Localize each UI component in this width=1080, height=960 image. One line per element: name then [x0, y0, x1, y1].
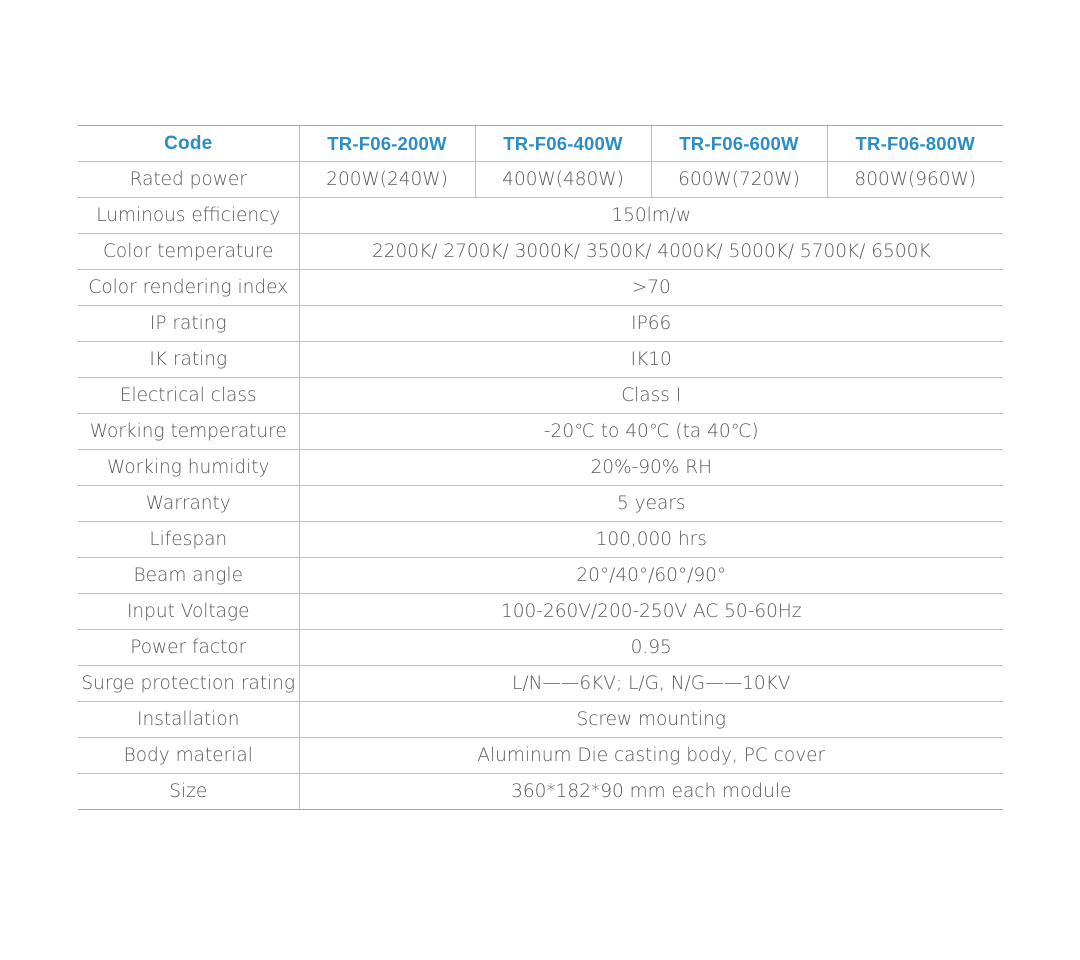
rated-power-row: [78, 162, 1003, 198]
model-header: TR-F06-400W: [475, 126, 651, 162]
model-header: TR-F06-600W: [651, 126, 827, 162]
spec-value: 20%-90% RH: [299, 450, 1003, 486]
spec-value: IK10: [299, 342, 1003, 378]
model-header: TR-F06-800W: [827, 126, 1003, 162]
spec-row: [78, 666, 1003, 702]
spec-value: >70: [299, 270, 1003, 306]
rated-power-value: 400W(480W): [475, 162, 651, 198]
spec-value: 100-260V/200-250V AC 50-60Hz: [299, 594, 1003, 630]
spec-label: IP rating: [78, 306, 299, 342]
spec-label: Surge protection rating: [78, 666, 299, 702]
spec-row: [78, 342, 1003, 378]
spec-row: [78, 774, 1003, 810]
spec-value: 100,000 hrs: [299, 522, 1003, 558]
code-header: Code: [78, 126, 299, 162]
spec-row: [78, 486, 1003, 522]
spec-value: 2200K/ 2700K/ 3000K/ 3500K/ 4000K/ 5000K/ 5700K/ 6500K: [299, 234, 1003, 270]
spec-label: Input Voltage: [78, 594, 299, 630]
spec-row: [78, 558, 1003, 594]
spec-value: Screw mounting: [299, 702, 1003, 738]
spec-row: [78, 450, 1003, 486]
spec-label: Rated power: [78, 162, 299, 198]
spec-value: 0.95: [299, 630, 1003, 666]
spec-row: [78, 594, 1003, 630]
spec-label: Beam angle: [78, 558, 299, 594]
spec-label: Lifespan: [78, 522, 299, 558]
spec-label: Power factor: [78, 630, 299, 666]
spec-table-body: [78, 126, 1003, 810]
spec-label: Working temperature: [78, 414, 299, 450]
rated-power-value: 800W(960W): [827, 162, 1003, 198]
rated-power-value: 600W(720W): [651, 162, 827, 198]
spec-label: Color temperature: [78, 234, 299, 270]
spec-label: Electrical class: [78, 378, 299, 414]
spec-value: 20°/40°/60°/90°: [299, 558, 1003, 594]
spec-value: -20℃ to 40℃ (ta 40℃): [299, 414, 1003, 450]
spec-row: [78, 378, 1003, 414]
spec-label: Installation: [78, 702, 299, 738]
spec-value: L/N——6KV; L/G, N/G——10KV: [299, 666, 1003, 702]
spec-row: [78, 522, 1003, 558]
spec-label: Luminous efficiency: [78, 198, 299, 234]
spec-value: Aluminum Die casting body, PC cover: [299, 738, 1003, 774]
model-header: TR-F06-200W: [299, 126, 475, 162]
spec-label: IK rating: [78, 342, 299, 378]
spec-label: Size: [78, 774, 299, 810]
header-row: [78, 126, 1003, 162]
spec-row: [78, 234, 1003, 270]
spec-value: 360*182*90 mm each module: [299, 774, 1003, 810]
spec-value: IP66: [299, 306, 1003, 342]
spec-row: [78, 306, 1003, 342]
spec-table: [78, 125, 1003, 810]
spec-label: Body material: [78, 738, 299, 774]
spec-row: [78, 702, 1003, 738]
spec-row: [78, 630, 1003, 666]
spec-row: [78, 198, 1003, 234]
spec-row: [78, 270, 1003, 306]
spec-row: [78, 738, 1003, 774]
spec-value: Class I: [299, 378, 1003, 414]
spec-row: [78, 414, 1003, 450]
spec-value: 150lm/w: [299, 198, 1003, 234]
spec-value: 5 years: [299, 486, 1003, 522]
spec-label: Working humidity: [78, 450, 299, 486]
spec-label: Warranty: [78, 486, 299, 522]
rated-power-value: 200W(240W): [299, 162, 475, 198]
spec-label: Color rendering index: [78, 270, 299, 306]
